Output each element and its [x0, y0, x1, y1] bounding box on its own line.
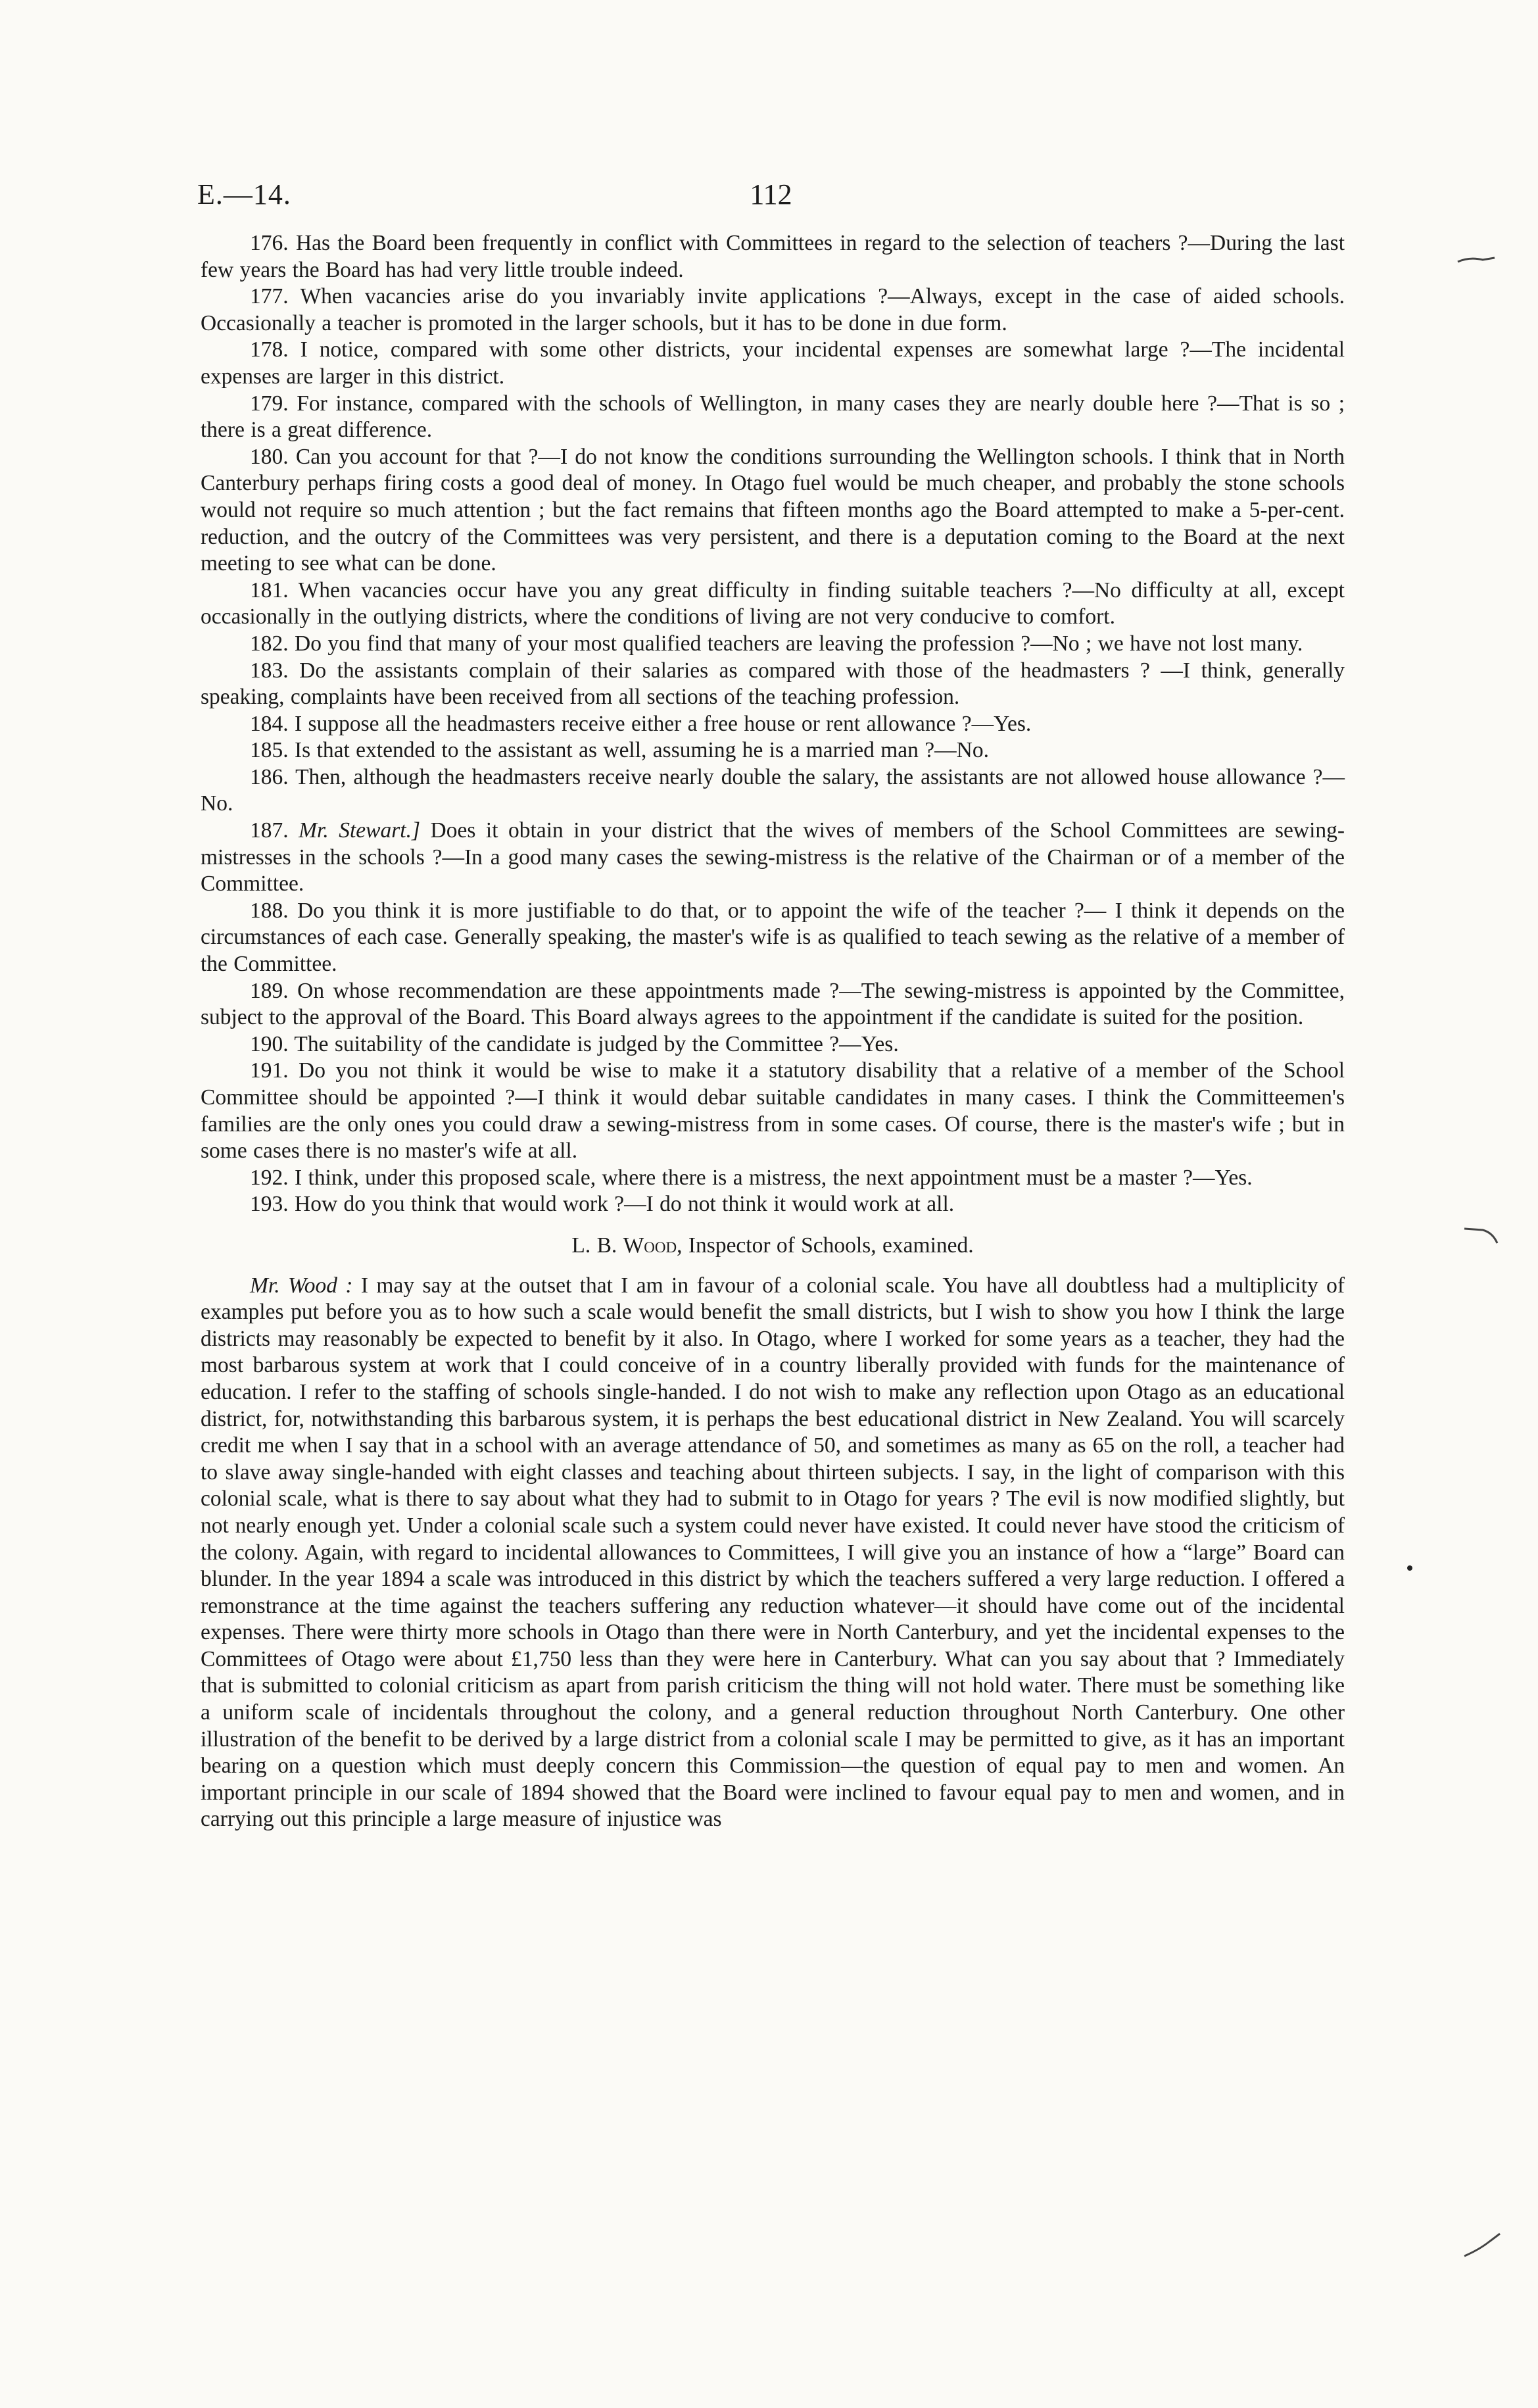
qa-paragraph: [201, 444, 1345, 577]
question-text: I think, under this proposed scale, where there is a mistress, the next appointment must be a master ?—Yes.: [295, 1165, 1253, 1190]
qa-paragraph: [201, 737, 1345, 764]
question-number: 188.: [250, 898, 289, 923]
question-text: I suppose all the headmasters receive either a free house or rent allowance ?—Yes.: [295, 711, 1032, 736]
question-number: 182.: [250, 631, 289, 656]
questioner-name: Mr. Stewart.]: [299, 818, 421, 843]
qa-paragraph: [201, 391, 1345, 444]
qa-paragraph: [201, 764, 1345, 818]
question-text: The suitability of the candidate is judged by the Committee ?—Yes.: [294, 1031, 899, 1056]
question-text: Can you account for that ?—I do not know the conditions surrounding the Wellington schools. I think that in North Canterbury perhaps firing costs a good deal of money. In Otago fuel would be much cheaper, and probably the stone schools would not require so much attention ; but the fact remains that fifteen months ago the Board attempted to make a 5-per-cent. reduction, and the outcry of the Committees was very persistent, and there is a deputation coming to the Board at the next meeting to see what can be done.: [201, 444, 1345, 576]
question-number: 186.: [250, 764, 289, 789]
question-text: Do you not think it would be wise to make it a statutory disability that a relative of a member of the School Committee should be appointed ?—I think it would debar suitable candidates in many cases. I think the Committeemen's families are the only ones you could draw a sewing-mistress from in some cases. Of course, there is the master's wife ; but in some cases there is no master's wife at all.: [201, 1058, 1345, 1164]
qa-paragraph: [201, 898, 1345, 978]
question-text: For instance, compared with the schools of Wellington, in many cases they are nearly double here ?—That is so ; there is a great difference.: [201, 391, 1345, 443]
question-number: 190.: [250, 1031, 289, 1056]
question-answer-list: [201, 230, 1345, 1218]
question-text: Has the Board been frequently in conflict with Committees in regard to the selection of teachers ?—During the last few years the Board has had very little trouble indeed.: [201, 231, 1345, 282]
qa-paragraph: [201, 1058, 1345, 1164]
witness-statement: [201, 1273, 1345, 1833]
qa-paragraph: [201, 283, 1345, 337]
qa-paragraph: [201, 1191, 1345, 1218]
question-text: When vacancies arise do you invariably invite applications ?—Always, except in the case of aided schools. Occasionally a teacher is promoted in the larger schools, but it has to be done in due form.: [201, 284, 1345, 335]
qa-paragraph: [201, 230, 1345, 283]
question-number: 180.: [250, 444, 289, 469]
question-text: I notice, compared with some other districts, your incidental expenses are somewhat large ?—The incidental expenses are larger in this district.: [201, 337, 1345, 389]
question-text: Is that extended to the assistant as well, assuming he is a married man ?—No.: [295, 738, 989, 763]
question-number: 193.: [250, 1192, 289, 1217]
page-header: [197, 178, 1345, 217]
qa-paragraph: [201, 658, 1345, 711]
margin-scribble-icon: [1456, 250, 1496, 270]
question-number: 192.: [250, 1165, 289, 1190]
question-number: 191.: [250, 1058, 289, 1083]
question-text: On whose recommendation are these appointments made ?—The sewing-mistress is appointed by the Committee, subject to the approval of the Board. This Board always agrees to the appointment if the candidate is suited for the position.: [201, 978, 1345, 1030]
witness-surname: Wood: [623, 1233, 677, 1258]
statement-speaker: Mr. Wood :: [250, 1273, 353, 1298]
document-body: [201, 230, 1345, 1833]
question-number: 185.: [250, 738, 289, 763]
question-number: 176.: [250, 231, 289, 255]
document-reference: E.—14.: [197, 178, 291, 210]
question-number: 181.: [250, 577, 289, 602]
margin-scribble-icon: [1463, 2230, 1502, 2263]
qa-paragraph: [201, 337, 1345, 390]
question-text: When vacancies occur have you any great difficulty in finding suitable teachers ?—No difficulty at all, except occasionally in the outlying districts, where the conditions of living are not very conducive to comfort.: [201, 577, 1345, 629]
page-number: 112: [750, 178, 792, 210]
question-text: Does it obtain in your district that the wives of members of the School Committees are sewing-mistresses in the schools ?—In a good many cases the sewing-mistress is the relative of the Chairman or of a member of the Committee.: [201, 818, 1345, 897]
qa-paragraph: [201, 631, 1345, 658]
question-number: 187.: [250, 818, 289, 843]
witness-heading: L. B. Wood, Inspector of Schools, examined.: [571, 1233, 974, 1258]
question-number: 183.: [250, 658, 289, 683]
qa-paragraph: [201, 577, 1345, 631]
statement-text: I may say at the outset that I am in favour of a colonial scale. You have all doubtless had a multiplicity of examples put before you as to how such a scale would benefit the small districts, but I wish to show you how I think the large districts may reasonably be expected to benefit by it also. In Otago, where I worked for some years as a teacher, they had the most barbarous system at work that I could conceive of in a country liberally provided with funds for the maintenance of education. I refer to the staffing of schools single-handed. I do not wish to make any reflection upon Otago as an educational district, for, notwithstanding this barbarous system, it is perhaps the best educational district in New Zealand. You will scarcely credit me when I say that in a school with an average attendance of 50, and sometimes as many as 65 on the roll, a teacher had to slave away single-handed with eight classes and teaching about thirteen subjects. I say, in the light of comparison with this colonial scale, what is there to say about what they had to submit to in Otago for years ? The evil is now modified slightly, but not nearly enough yet. Under a colonial scale such a system could never have existed. It could never have stood the criticism of the colony. Again, with regard to incidental allowances to Committees, I will give you an instance of how a “large” Board can blunder. In the year 1894 a scale was introduced in this district by which the teachers suffered a very large reduction. I offered a remonstrance at the time against the teachers suffering any reduction whatever—it should have come out of the incidental expenses. There were thirty more schools in Otago than there were in North Canterbury, and yet the incidental expenses to the Committees of Otago were about £1,750 less than they were here in Canterbury. What can you say about that ? Immediately that is submitted to colonial criticism as apart from parish criticism the thing will not hold water. There must be something like a uniform scale of incidentals throughout the colony, and a general reduction throughout North Canterbury. One other illustration of the benefit to be derived by a large district from a colonial scale I may be permitted to give, as it has an important bearing on a question which must deeply concern this Commission—the question of equal pay to men and women. An important principle in our scale of 1894 showed that the Board were inclined to favour equal pay to men and women, and in carrying out this principle a large measure of injustice was: [201, 1273, 1345, 1832]
margin-scribble-icon: [1463, 1223, 1499, 1250]
qa-paragraph: [201, 711, 1345, 738]
question-number: 178.: [250, 337, 289, 362]
question-text: Then, although the headmasters receive nearly double the salary, the assistants are not allowed house allowance ?—No.: [201, 764, 1345, 816]
ink-dot: [1407, 1565, 1412, 1571]
qa-paragraph: [201, 818, 1345, 898]
question-text: How do you think that would work ?—I do not think it would work at all.: [295, 1192, 955, 1217]
qa-paragraph: [201, 978, 1345, 1031]
question-text: Do you think it is more justifiable to do that, or to appoint the wife of the teacher ?— I think it depends on the circumstances of each case. Generally speaking, the master's wife is as qualified to teach sewing as the relative of a member of the Committee.: [201, 898, 1345, 977]
question-number: 189.: [250, 978, 289, 1003]
question-number: 177.: [250, 284, 289, 309]
question-text: Do the assistants complain of their salaries as compared with those of the headmasters ? —I think, generally speaking, complaints have been received from all sections of the teaching profession.: [201, 658, 1345, 710]
qa-paragraph: [201, 1165, 1345, 1192]
question-number: 179.: [250, 391, 289, 416]
question-number: 184.: [250, 711, 289, 736]
qa-paragraph: [201, 1031, 1345, 1058]
question-text: Do you find that many of your most qualified teachers are leaving the profession ?—No ; we have not lost many.: [295, 631, 1303, 656]
